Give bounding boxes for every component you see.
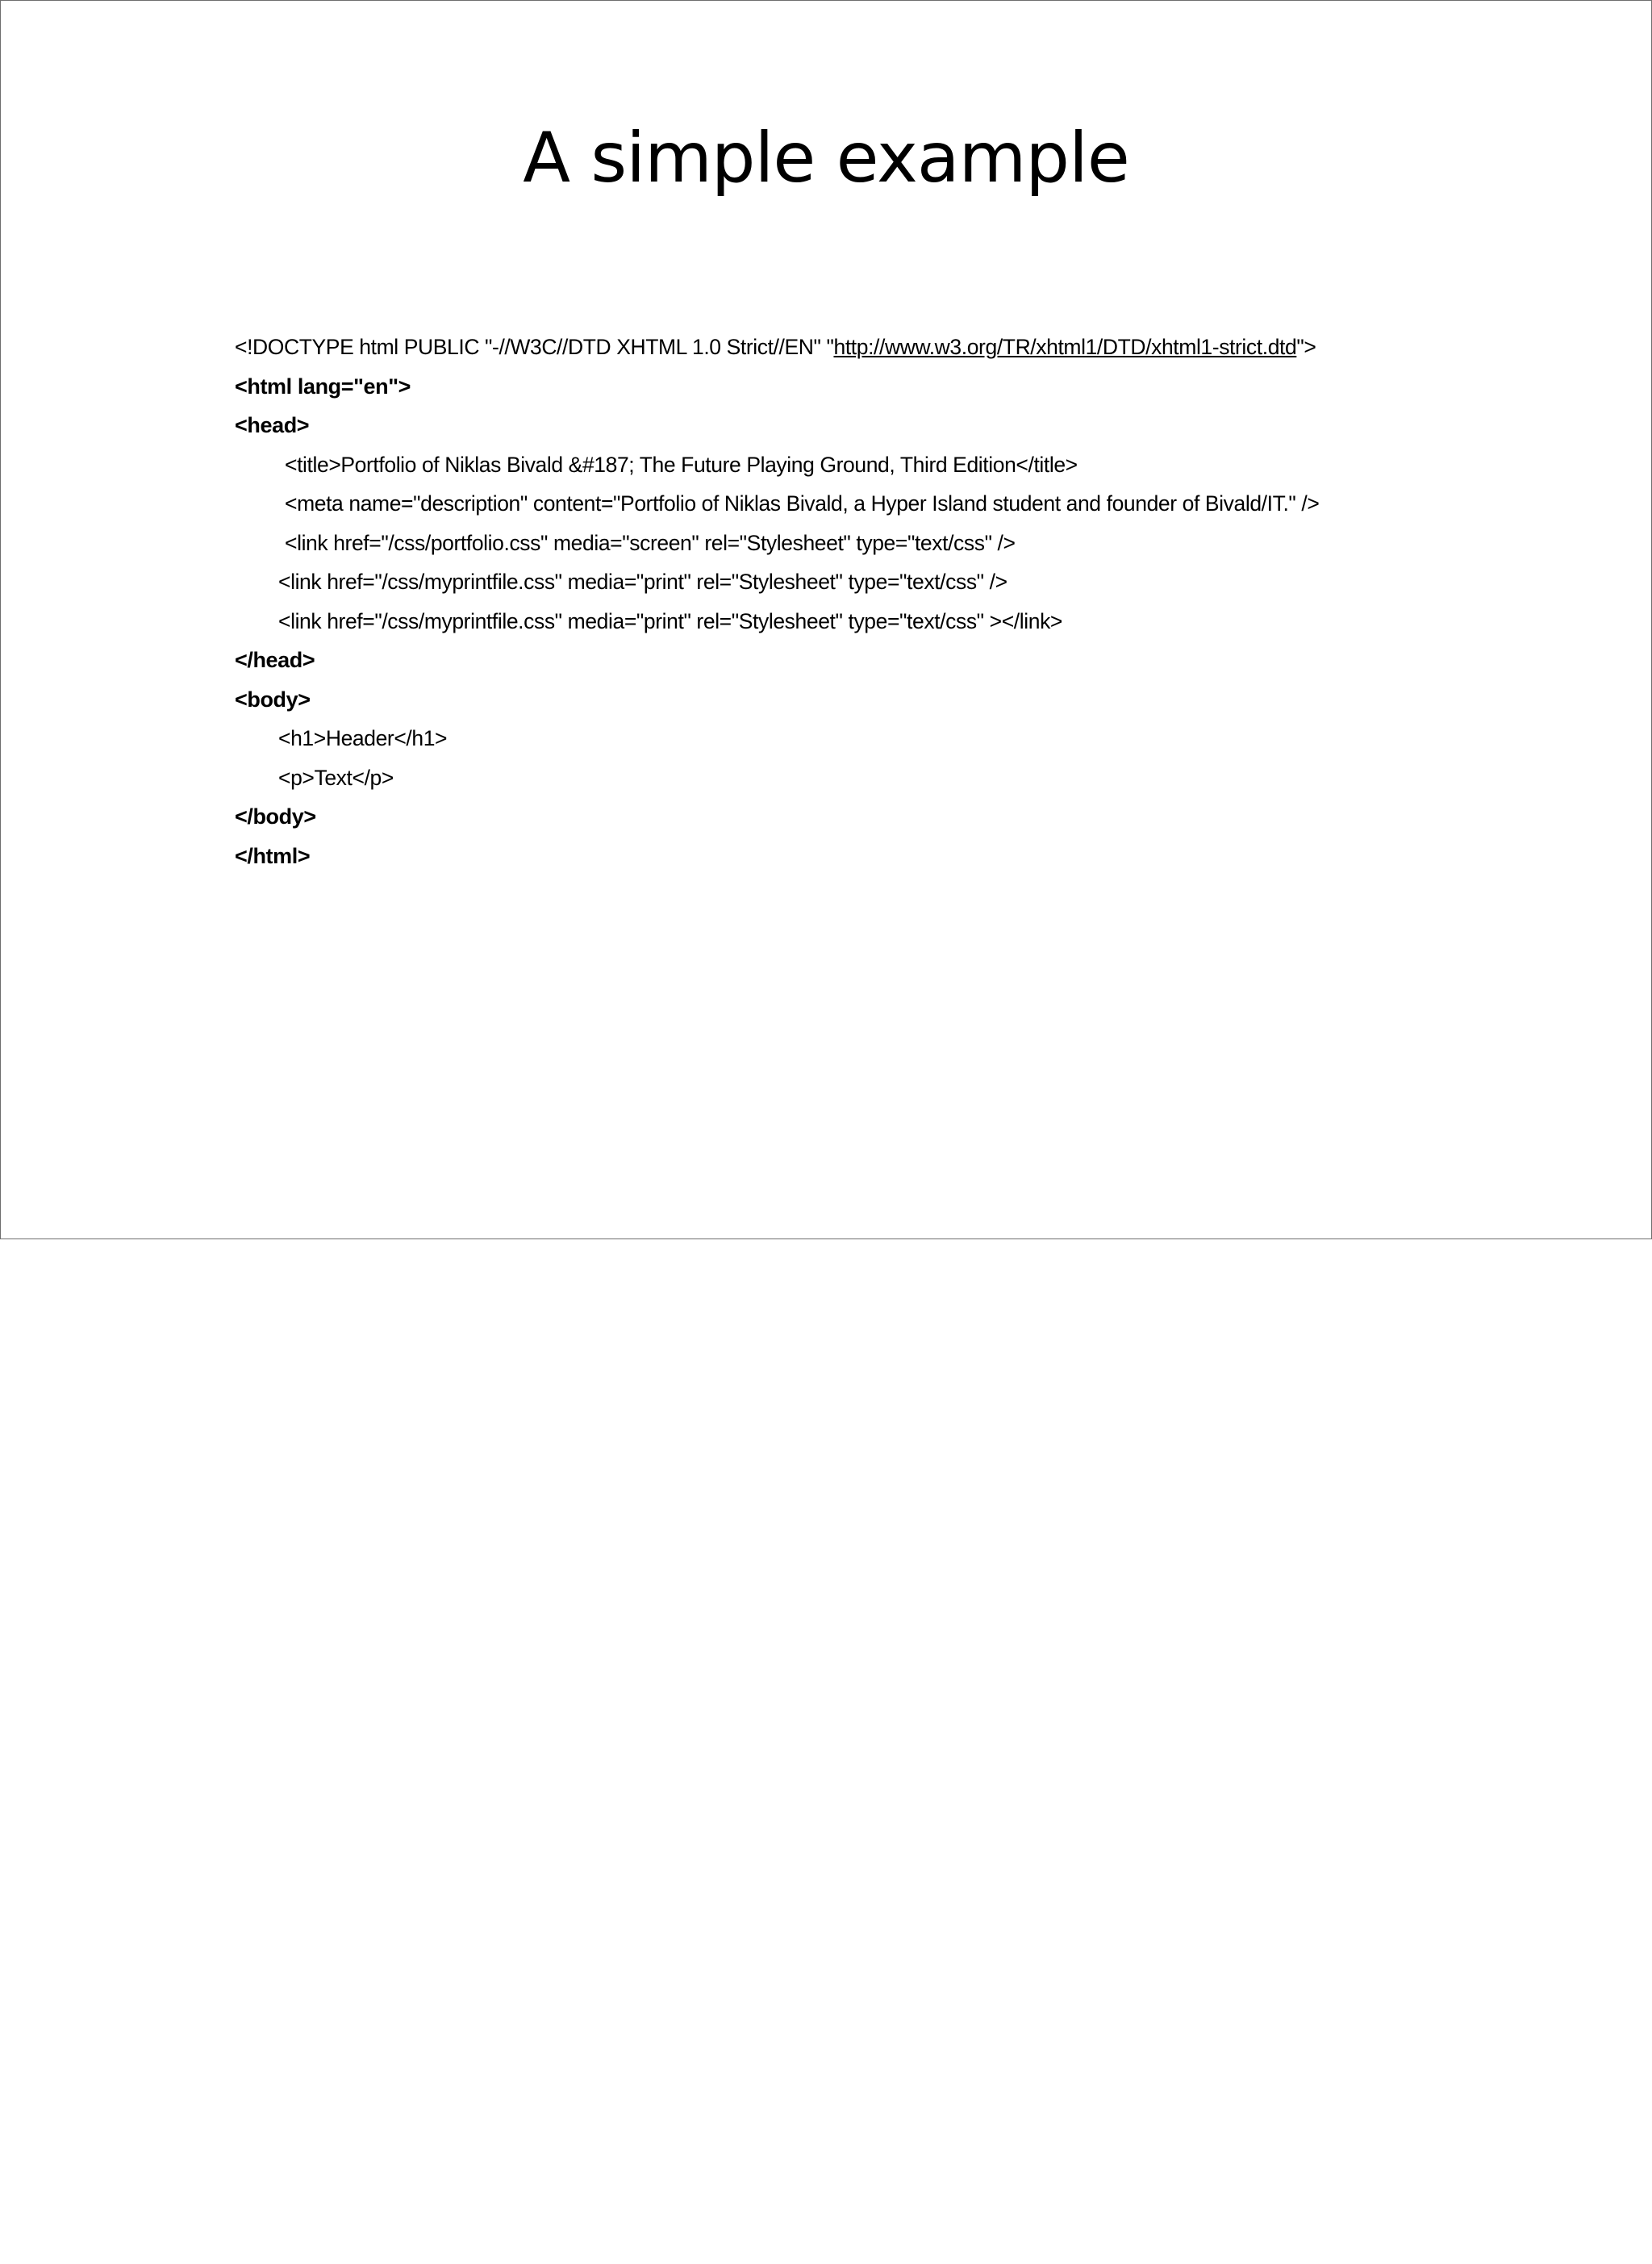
- code-line-html-close: </html>: [235, 843, 311, 868]
- code-line-body-open: <body>: [235, 687, 311, 712]
- code-line-head-close: </head>: [235, 648, 315, 672]
- code-block: [235, 328, 1622, 875]
- code-line-title: <title>Portfolio of Niklas Bivald &#187; The Future Playing Ground, Third Edition</title>: [285, 452, 1078, 477]
- code-line-h1: <h1>Header</h1>: [278, 726, 448, 750]
- code-line-body-close: </body>: [235, 804, 316, 829]
- doctype-prefix: <!DOCTYPE html PUBLIC "-//W3C//DTD XHTML 1.0 Strict//EN" ": [235, 335, 834, 359]
- code-line-link-print: <link href="/css/myprintfile.css" media="print" rel="Stylesheet" type="text/css" />: [278, 570, 1007, 594]
- dtd-link[interactable]: http://www.w3.org/TR/xhtml1/DTD/xhtml1-strict.dtd: [833, 335, 1297, 359]
- code-line-p: <p>Text</p>: [278, 765, 394, 790]
- code-line-head-open: <head>: [235, 413, 310, 437]
- code-line-link-screen: <link href="/css/portfolio.css" media="screen" rel="Stylesheet" type="text/css" />: [285, 530, 1016, 555]
- code-line-html-open: <html lang="en">: [235, 374, 411, 399]
- code-line-link-print-closed: <link href="/css/myprintfile.css" media="print" rel="Stylesheet" type="text/css" ></link>: [278, 608, 1062, 633]
- code-line-meta: <meta name="description" content="Portfolio of Niklas Bivald, a Hyper Island student and founder of Bivald/IT." />: [285, 491, 1320, 516]
- slide-title: A simple example: [523, 118, 1129, 198]
- code-line-doctype: [235, 328, 1622, 367]
- doctype-suffix: ">: [1296, 335, 1316, 359]
- blank-page-area: [0, 1239, 1652, 2264]
